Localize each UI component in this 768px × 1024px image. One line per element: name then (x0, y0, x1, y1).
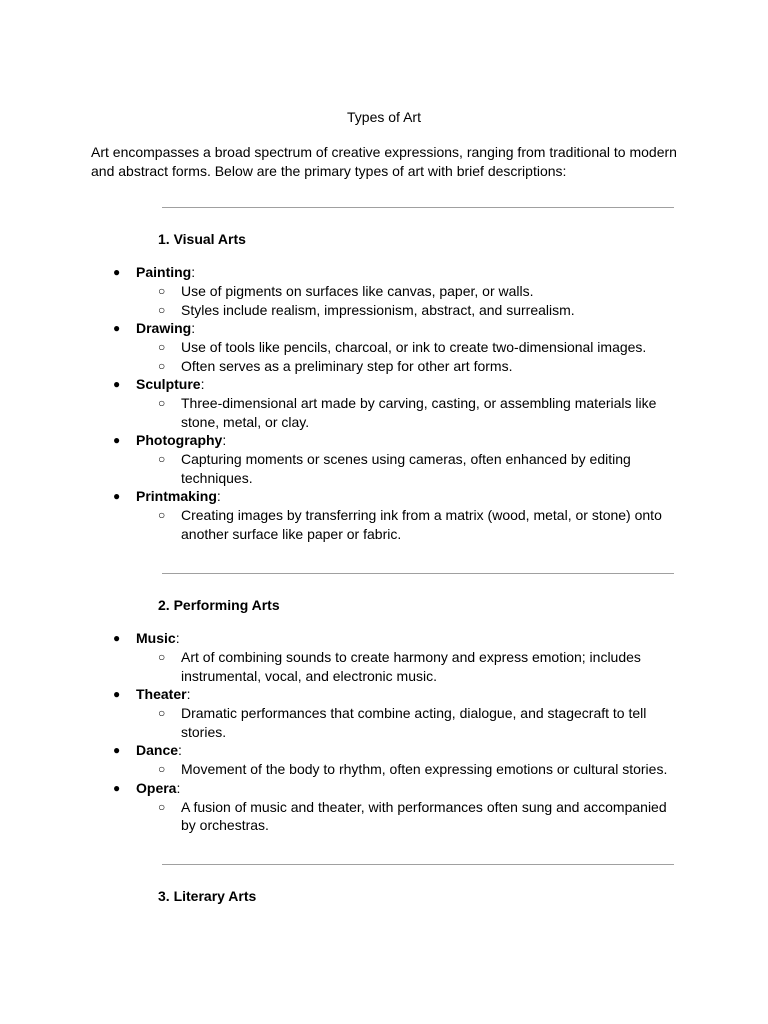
list-item-term: Printmaking (136, 488, 217, 504)
sub-list-item (0, 760, 768, 779)
list-item-head (0, 741, 768, 760)
list-item-colon: : (175, 630, 180, 646)
hollow-bullet-icon: ○ (158, 650, 166, 664)
list-item (0, 741, 768, 779)
list-item-colon: : (186, 686, 191, 702)
list-item-head (0, 431, 768, 450)
hollow-bullet-icon: ○ (158, 358, 166, 373)
sub-list-item-text: Often serves as a preliminary step for other art forms. (181, 357, 513, 374)
list-item-name (136, 741, 182, 760)
list-item-colon: : (178, 742, 182, 758)
list-item-term: Theater (136, 686, 187, 702)
section-heading-performing-arts: 2. Performing Arts (158, 597, 280, 613)
sub-list-item-text: A fusion of music and theater, with performances often sung and accompanied by orchestras. (181, 798, 667, 833)
list-item-name (136, 487, 221, 506)
list-item-name (136, 263, 195, 282)
section-heading-visual-arts: 1. Visual Arts (158, 231, 246, 247)
list-item-term: Sculpture (136, 376, 201, 392)
divider-2 (162, 573, 674, 574)
sub-list-item (0, 282, 768, 301)
bullet-icon: ● (113, 743, 121, 757)
hollow-bullet-icon: ○ (158, 799, 166, 814)
list-item-name (136, 685, 190, 704)
sub-list-item (0, 506, 768, 543)
list-item-head (0, 685, 768, 704)
list-item-term: Dance (136, 742, 179, 758)
list-item (0, 685, 768, 741)
list-item-name (136, 431, 226, 450)
sub-list-item (0, 338, 768, 357)
sub-list-item (0, 648, 768, 685)
sub-list-item (0, 357, 768, 376)
list-item-head (0, 263, 768, 282)
hollow-bullet-icon: ○ (158, 302, 166, 317)
divider-3 (162, 864, 674, 865)
section-list-performing-arts (0, 629, 768, 835)
list-item-head (0, 779, 768, 798)
sub-list-item-text: Art of combining sounds to create harmony and express emotion; includes instrumental, vocal, and electronic music. (181, 649, 641, 684)
sub-list-item-text: Styles include realism, impressionism, abstract, and surrealism. (181, 301, 575, 318)
list-item-term: Music (136, 630, 176, 646)
list-item-head (0, 487, 768, 506)
list-item-name (136, 629, 180, 648)
list-item-head (0, 629, 768, 648)
intro-paragraph: Art encompasses a broad spectrum of creative expressions, ranging from traditional to modern and abstract forms. Below are the primary types of art with brief descriptions: (91, 144, 677, 179)
list-item-colon: : (216, 488, 221, 504)
bullet-icon: ● (113, 321, 121, 335)
sub-list-item-text: Use of tools like pencils, charcoal, or ink to create two-dimensional images. (181, 339, 647, 355)
bullet-icon: ● (113, 489, 121, 503)
list-item (0, 375, 768, 431)
list-item-head (0, 319, 768, 338)
list-item-name (136, 375, 204, 394)
sub-list-item-text: Three-dimensional art made by carving, casting, or assembling materials like stone, metal, or clay. (181, 395, 657, 430)
list-item-term: Opera (136, 779, 177, 796)
hollow-bullet-icon: ○ (158, 284, 166, 298)
section-heading-literary-arts: 3. Literary Arts (158, 888, 257, 904)
bullet-icon: ● (113, 780, 121, 795)
bullet-icon: ● (113, 433, 121, 447)
bullet-icon: ● (113, 377, 121, 391)
hollow-bullet-icon: ○ (158, 340, 166, 354)
bullet-icon: ● (113, 687, 121, 701)
list-item-colon: : (191, 320, 196, 336)
list-item-head (0, 375, 768, 394)
hollow-bullet-icon: ○ (158, 452, 166, 466)
list-item (0, 629, 768, 685)
list-item-term: Photography (136, 432, 223, 448)
hollow-bullet-icon: ○ (158, 396, 166, 410)
list-item (0, 431, 768, 487)
hollow-bullet-icon: ○ (158, 762, 166, 776)
list-item (0, 319, 768, 375)
list-item-name (136, 319, 195, 338)
section-list-visual-arts (0, 263, 768, 543)
list-item-term: Drawing (136, 320, 192, 336)
list-item-colon: : (222, 432, 227, 448)
sub-list-item (0, 798, 768, 835)
bullet-icon: ● (113, 265, 121, 279)
sub-list-item-text: Creating images by transferring ink from a matrix (wood, metal, or stone) onto another surface like paper or fabric. (181, 507, 662, 542)
list-item-colon: : (176, 779, 181, 796)
sub-list-item (0, 301, 768, 320)
document-title: Types of Art (347, 109, 421, 125)
sub-list-item-text: Movement of the body to rhythm, often expressing emotions or cultural stories. (181, 761, 668, 777)
list-item (0, 263, 768, 319)
hollow-bullet-icon: ○ (158, 706, 166, 720)
list-item-colon: : (200, 376, 205, 392)
list-item-colon: : (191, 264, 196, 280)
sub-list-item (0, 394, 768, 431)
sub-list-item-text: Capturing moments or scenes using cameras, often enhanced by editing techniques. (181, 451, 631, 486)
sub-list-item (0, 704, 768, 741)
divider-1 (162, 207, 674, 208)
hollow-bullet-icon: ○ (158, 508, 166, 522)
list-item (0, 487, 768, 543)
bullet-icon: ● (113, 631, 121, 645)
sub-list-item-text: Use of pigments on surfaces like canvas, paper, or walls. (181, 283, 534, 299)
list-item (0, 779, 768, 835)
sub-list-item-text: Dramatic performances that combine acting, dialogue, and stagecraft to tell stories. (181, 705, 647, 740)
sub-list-item (0, 450, 768, 487)
list-item-name (136, 779, 180, 798)
list-item-term: Painting (136, 264, 192, 280)
